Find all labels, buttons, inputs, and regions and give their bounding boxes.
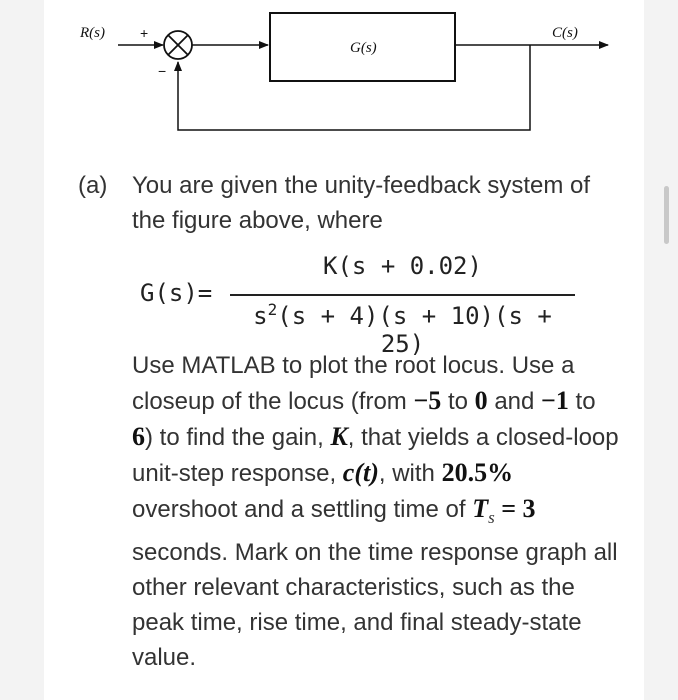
math-locus-start: −5 bbox=[413, 386, 442, 415]
denominator-exponent: 2 bbox=[267, 300, 278, 319]
scrollbar[interactable] bbox=[664, 186, 669, 244]
math-overshoot: 20.5% bbox=[441, 458, 514, 487]
body-text-2: to bbox=[441, 388, 475, 415]
denominator-base: s bbox=[253, 302, 268, 330]
intro-text: You are given the unity-feedback system of the figure above, where bbox=[132, 172, 591, 234]
fraction-bar bbox=[230, 294, 575, 296]
body-text-8: overshoot and a settling time of bbox=[132, 496, 473, 523]
part-label: (a) bbox=[78, 172, 108, 199]
body-text-5: ) to find the gain, bbox=[145, 424, 331, 451]
output-label: C(s) bbox=[552, 25, 578, 41]
input-label: R(s) bbox=[80, 25, 105, 41]
plus-sign: + bbox=[140, 25, 149, 41]
math-settling-subscript: s bbox=[488, 507, 495, 527]
denominator-factors: (s + 4)(s + 10)(s + 25) bbox=[277, 302, 552, 358]
equation-numerator: K(s + 0.02) bbox=[323, 252, 482, 280]
math-imag-end: 6 bbox=[132, 422, 145, 451]
body-text-4: to bbox=[568, 388, 596, 415]
summing-junction bbox=[164, 31, 192, 59]
equation-lhs: G(s)= bbox=[140, 279, 213, 307]
body-text-9: seconds. Mark on the time response graph all other relevant characteristics, such as the peak time, rise time, and final steady-state value. bbox=[132, 538, 618, 671]
math-step-response: c(t) bbox=[342, 458, 379, 487]
math-imag-start: −1 bbox=[541, 386, 569, 415]
body-text-1: Use MATLAB to plot the root locus. Use a closeup of the locus (from bbox=[132, 352, 575, 415]
body-text-3: and bbox=[487, 388, 542, 415]
body-text-7: , with bbox=[378, 460, 442, 487]
block-label: G(s) bbox=[350, 40, 377, 56]
math-gain: K bbox=[330, 422, 348, 451]
body-text-6: , that yields a closed-loop unit-step response, bbox=[132, 424, 619, 487]
math-settling-symbol: T bbox=[472, 494, 489, 523]
block-diagram bbox=[0, 0, 678, 170]
math-locus-end: 0 bbox=[474, 386, 488, 415]
minus-sign: − bbox=[158, 63, 167, 79]
problem-body bbox=[132, 348, 622, 675]
math-settling-value: = 3 bbox=[494, 494, 536, 523]
transfer-function bbox=[140, 252, 600, 358]
